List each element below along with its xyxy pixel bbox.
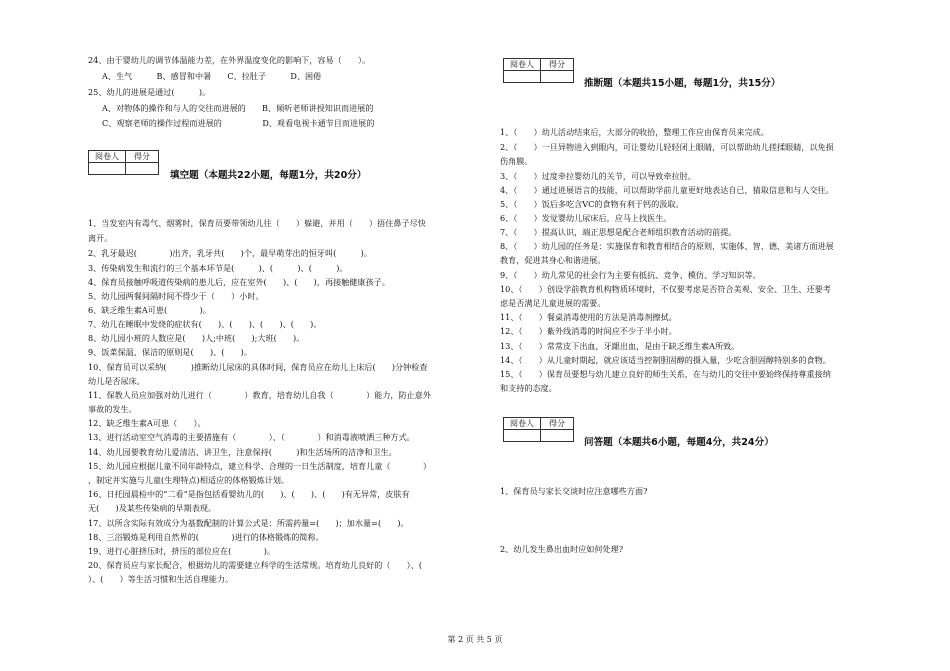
score-header: 得分 xyxy=(541,418,574,430)
qa-question: 1、保育员与家长交谈时应注意哪些方面? xyxy=(500,486,648,496)
score-table xyxy=(503,417,574,442)
fill-line: 8、幼儿园小班的人数应是( )人;中班( );大班( )。 xyxy=(88,333,305,343)
question-25: 25、幼儿的进展是通过( )。 xyxy=(88,87,211,97)
fill-line: 19、进行心脏挤压时，挤压的部位应在( )。 xyxy=(88,546,276,556)
judge-line: 伤角膜。 xyxy=(500,156,533,166)
section-title-qa: 问答题（本题共6小题，每题4分，共24分） xyxy=(584,437,774,448)
fill-line: 1、当发室内有毒气、烟雾时，保育员要带领幼儿往（ ）躲避，并用（ ）捂住鼻子尽快 xyxy=(88,218,426,228)
page-footer: 第 2 页 共 5 页 xyxy=(447,635,503,644)
grader-header: 阅卷人 xyxy=(504,418,541,430)
judge-line: 5、（ ）饭后多吃含VC的食物有利于钙的汲取。 xyxy=(500,199,684,209)
fill-line: 14、幼儿园要教育幼儿爱清洁、讲卫生，注意保持( )和生活场所的洁净和卫生。 xyxy=(88,447,397,457)
question-24: 24、由于婴幼儿的调节体温能力差，在外界温度变化的影响下，容易（ ）。 xyxy=(88,55,371,65)
fill-line: 幼儿是否尿床。 xyxy=(88,376,145,386)
fill-line: 16、日托园晨检中的“二看”是指包括看婴幼儿的( )、( )、( )有无异常，皮肤有 xyxy=(88,489,410,499)
score-header: 得分 xyxy=(541,59,574,71)
qa-question: 2、幼儿发生鼻出血时应如何处理? xyxy=(500,544,624,554)
section-title-judge: 推断题（本题共15小题，每题1分，共15分） xyxy=(584,78,781,89)
fill-line: 13、进行活动室空气消毒的主要措施有（ ）、（ ）和消毒液喷洒三种方式。 xyxy=(88,432,415,442)
grader-cell[interactable] xyxy=(89,163,126,175)
judge-line: 2、（ ）一旦异物进入到眼内，可让婴幼儿轻轻闭上眼睛，可以帮助幼儿搓揉眼睛，以免损 xyxy=(500,142,834,152)
fill-line: 无( )及某些传染病的早期表现。 xyxy=(88,503,217,513)
fill-line: 15、幼儿园应根据儿童不同年龄特点，建立科学、合理的一日生活制度，培育儿童（ ） xyxy=(88,461,432,471)
question-25-options-ab: A、对物体的操作和与人的交往而进展的 B、倾听老师讲授知识而进展的 xyxy=(102,103,374,113)
judge-line: 10、（ ）创设学前教育机构物质环境时，不仅要考虑是否符合美观、安全、卫生、还要考 xyxy=(500,284,831,294)
fill-line: 12、缺乏维生素A可患（ ）。 xyxy=(88,418,206,428)
score-cell[interactable] xyxy=(541,71,574,83)
fill-line: 10、保育员可以采纳( )推断幼儿尿床的具体时间，保育员应在幼儿上床后( )分钟检查 xyxy=(88,362,428,372)
fill-line: 18、三浴锻炼是利用自然界的( )进行的体格锻炼的简称。 xyxy=(88,532,324,542)
fill-line: 4、保育员接触呼吸道传染病的患儿后，应在室外( )、( )，再接触健康孩子。 xyxy=(88,277,390,287)
fill-line: 11、保教人员应加强对幼儿进行（ ）教育，培育幼儿自我（ ）能力，防止意外 xyxy=(88,390,432,400)
judge-line: 虑是否满足儿童进展的需要。 xyxy=(500,298,606,308)
section-title-fill: 填空题（本题共22小题，每题1分，共20分） xyxy=(170,170,367,181)
judge-line: 1、（ ）幼儿活动结束后，大部分的收拾，整理工作应由保育员来完成。 xyxy=(500,127,769,137)
judge-line: 11、（ ）餐桌消毒使用的方法是消毒剂擦拭。 xyxy=(500,312,677,322)
score-table xyxy=(503,58,574,83)
fill-line: 7、幼儿在睡眠中发烧的症状有( )、( )、( )、( )。 xyxy=(88,319,322,329)
judge-line: 4、（ ）通过进展语言的技能，可以帮助学前儿童更好地表达自已，猜取信息和与人交往。 xyxy=(500,185,834,195)
fill-line: ，制定并实施与儿童(生理特点)相适应的体格锻炼计划。 xyxy=(88,475,290,485)
grader-cell[interactable] xyxy=(504,71,541,83)
fill-line: ）、( ）等生活习惯和生活自理能力。 xyxy=(88,574,234,584)
judge-line: 3、（ ）过度牵拉婴幼儿的关节，可以导致牵拉肘。 xyxy=(500,171,696,181)
fill-line: 2、乳牙最迟( )出齐，乳牙共( )个，最早萌芽出的恒牙叫( )。 xyxy=(88,248,372,258)
grader-cell[interactable] xyxy=(504,430,541,442)
grader-header: 阅卷人 xyxy=(504,59,541,71)
judge-line: 15、（ ）保育员要想与幼儿建立良好的师生关系，在与幼儿的交往中要始终保持尊重接纳 xyxy=(500,369,831,379)
fill-line: 17、以所含实际有效成分为基数配制的计算公式是：所需药量=( )；加水量=( )。 xyxy=(88,518,409,528)
fill-line: 6、缺乏维生素A可患( )。 xyxy=(88,305,211,315)
fill-line: 5、幼儿园两餐间隔时间不得少于（ ）小时。 xyxy=(88,291,264,301)
grader-header: 阅卷人 xyxy=(89,151,126,163)
fill-line: 事故的发生。 xyxy=(88,404,137,414)
judge-line: 7、（ ）提高认识，端正思想是配合老师组织教育活动的前提。 xyxy=(500,227,737,237)
judge-line: 13、（ ）常常皮下出血，牙龈出血，是由于缺乏维生素A所致。 xyxy=(500,341,740,351)
judge-line: 14、（ ）从儿童时期起，就应该适当控制胆固醇的摄入量，少吃含胆固醇特别多的食物。 xyxy=(500,355,831,365)
score-table xyxy=(88,150,159,175)
fill-line: 离开。 xyxy=(88,233,113,243)
score-header: 得分 xyxy=(126,151,159,163)
judge-line: 6、（ ）发觉婴幼儿尿床后，应马上找医生。 xyxy=(500,213,672,223)
judge-line: 和支持的态度。 xyxy=(500,383,557,393)
score-cell[interactable] xyxy=(541,430,574,442)
judge-line: 9、（ ）幼儿常见的社会行为主要有抵抗、竞争、模仿、学习知识等。 xyxy=(500,270,761,280)
judge-line: 8、（ ）幼儿园的任务是：实施保育和教育相结合的原则，实施体、智、德、美诸方面进展 xyxy=(500,241,834,251)
judge-line: 教育，促进其身心和谐进展。 xyxy=(500,255,606,265)
fill-line: 9、饭菜保温、保洁的原则是( )、( )。 xyxy=(88,347,252,357)
score-cell[interactable] xyxy=(126,163,159,175)
fill-line: 20、保育员应与家长配合，根据幼儿的需要建立科学的生活常规。培育幼儿良好的（ ）、( xyxy=(88,560,423,570)
judge-line: 12、（ ）紫外线消毒的时间应不少于半小时。 xyxy=(500,326,677,336)
question-24-options: A、生气 B、感冒和中暑 C、拉肚子 D、困倦 xyxy=(102,71,322,81)
fill-line: 3、传染病发生和流行的三个基本环节是( )、( )、( )。 xyxy=(88,263,348,273)
question-25-options-cd: C、观察老师的操作过程而进展的 D、观看电视卡通节目而进展的 xyxy=(102,118,375,128)
